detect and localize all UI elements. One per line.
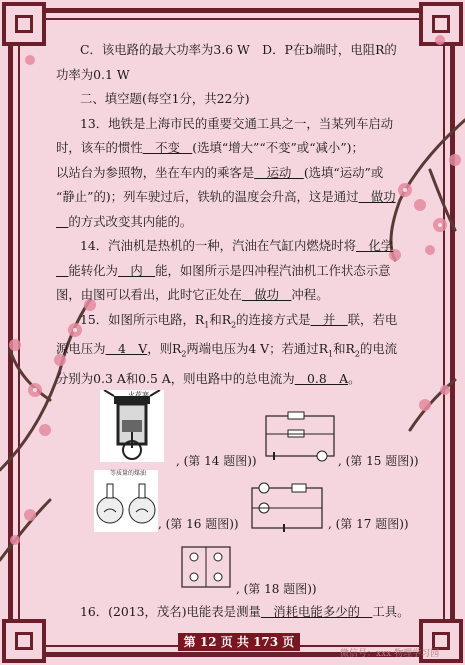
text-line <box>56 38 432 63</box>
option-text: 功率为0.1 W <box>56 66 130 82</box>
question-15: 15．如图所示电路，$R_1$和$R_2$的连接方式是 并 联，若电 <box>80 311 398 329</box>
question-text: 的电流 <box>359 341 398 357</box>
text-line <box>56 367 432 392</box>
page-number-badge <box>178 633 300 651</box>
question-text: (选填“运动”或 <box>303 164 384 180</box>
question-text: 的连接方式是 <box>236 311 311 327</box>
answer-blank: 4 V <box>105 341 148 357</box>
question-text: 图，由图可以看出，此时它正处在 <box>56 287 242 302</box>
section-heading-text: 二、填空题(每空1分，共22分) <box>80 91 250 106</box>
question-text: (选填“增大”“不变”或“减小”)； <box>192 140 364 155</box>
answer-blank: 0.8 A <box>294 371 349 387</box>
question-text: 的方式改变其内能的。 <box>68 213 193 229</box>
figure-16-bulbs <box>94 470 158 532</box>
question-text: 15．如图所示电路，R <box>80 311 205 327</box>
text-line: 源电压为 4 V，则$R_2$两端电压为4 V；若通过$R_1$和$R_2$的电流 <box>56 341 398 359</box>
question-text: 。 <box>348 371 361 387</box>
figure-18-circuit <box>178 543 234 591</box>
question-13 <box>56 112 432 137</box>
text-line <box>56 210 432 235</box>
question-text: 能转化为 <box>68 262 118 278</box>
answer-blank: 化学 <box>355 238 394 253</box>
question-text: 联，若电 <box>347 311 398 327</box>
question-text: 13．地铁是上海市民的重要交通工具之一，当某列车启动 <box>80 115 394 131</box>
question-text: 源电压为 <box>56 341 106 357</box>
question-text: 16．(2013，茂名)电能表是测量 <box>80 604 261 619</box>
question-text: 分别为0.3 A和0.5 A，则电路中的总电流为 <box>56 371 295 387</box>
question-text: 14．汽油机是热机的一种，汽油在气缸内燃烧时将 <box>80 238 356 253</box>
engine-diagram <box>100 390 164 462</box>
question-text: 时，该车的惯性 <box>56 140 143 155</box>
question-text: 两端电压为4 V；若通过R <box>186 341 329 357</box>
question-text: ，则R <box>147 341 182 357</box>
circuit-diagram <box>178 543 234 591</box>
answer-blank: 不变 <box>142 140 193 155</box>
figure-16-caption: , (第 16 题图)) <box>158 517 239 531</box>
answer-blank: 并 <box>310 311 348 327</box>
text-line <box>56 185 432 210</box>
answer-blank: 运动 <box>254 164 304 180</box>
figure-18-caption: , (第 18 题图)) <box>236 582 317 596</box>
figure-15-circuit <box>262 410 338 462</box>
section-heading <box>56 87 432 112</box>
answer-blank: 做功 <box>241 287 292 302</box>
watermark: 微信号：xxx 物理学习园 <box>340 649 440 659</box>
flask-diagram <box>94 470 158 532</box>
answer-blank <box>56 263 68 278</box>
document-body <box>56 38 432 392</box>
page-number-text: 第 12 页 共 173 页 <box>183 635 295 649</box>
answer-blank: 消耗电能多少的 <box>260 604 373 619</box>
answer-blank <box>56 214 68 229</box>
question-14 <box>56 234 432 259</box>
question-text: 和R <box>209 311 232 327</box>
text-line <box>56 259 432 284</box>
answer-blank: 内 <box>117 262 156 278</box>
circuit-diagram <box>244 480 328 536</box>
figure-17-circuit <box>244 480 328 536</box>
circuit-diagram <box>262 410 338 462</box>
question-text: “静止”的)；列车驶过后，铁轨的温度会升高，这是通过 <box>56 189 359 204</box>
question-text: 冲程。 <box>291 287 329 302</box>
text-line <box>56 63 432 88</box>
figure-14-engine <box>100 390 164 462</box>
question-16 <box>80 600 410 625</box>
option-text: C．该电路的最大功率为3.6 W D．P在b端时，电阻R的 <box>80 42 397 57</box>
figure-15-caption: , (第 15 题图)) <box>338 454 419 468</box>
question-text: 能，如图所示是四冲程汽油机工作状态示意 <box>155 262 391 278</box>
question-text: 以站台为参照物，坐在车内的乘客是 <box>56 164 255 180</box>
text-line <box>56 161 432 186</box>
figure-label: 等质量的煤油 <box>110 470 147 477</box>
question-text: 工具。 <box>372 604 410 619</box>
figure-17-caption: , (第 17 题图)) <box>328 517 409 531</box>
text-line <box>56 283 432 308</box>
figure-label: 火花塞 <box>128 391 149 399</box>
text-line <box>56 136 432 161</box>
figure-14-caption: , (第 14 题图)) <box>176 454 257 468</box>
answer-blank: 做功 <box>358 189 396 204</box>
question-text: 和R <box>333 341 355 357</box>
